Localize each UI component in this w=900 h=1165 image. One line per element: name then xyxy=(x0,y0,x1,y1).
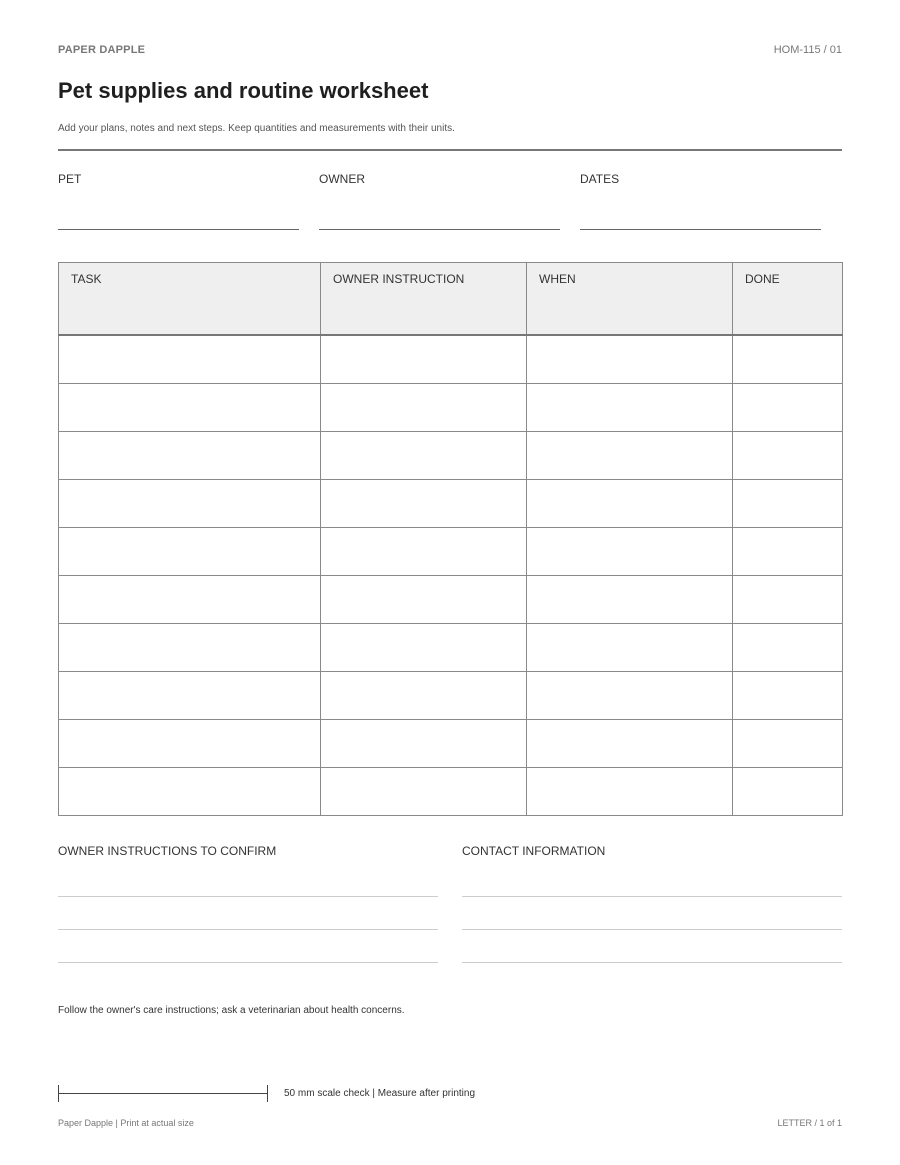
owner-instruction-cell[interactable] xyxy=(321,624,527,672)
document-reference: HOM-115 / 01 xyxy=(773,44,842,56)
column-header-when: WHEN xyxy=(527,263,733,336)
done-cell[interactable] xyxy=(733,384,843,432)
owner-instructions-line[interactable] xyxy=(58,962,438,963)
pet-write-line[interactable] xyxy=(58,229,299,230)
when-cell[interactable] xyxy=(527,384,733,432)
task-cell[interactable] xyxy=(59,624,321,672)
when-cell[interactable] xyxy=(527,335,733,384)
done-cell[interactable] xyxy=(733,768,843,816)
dates-write-line[interactable] xyxy=(580,229,821,230)
contact-information-line[interactable] xyxy=(462,962,842,963)
when-cell[interactable] xyxy=(527,624,733,672)
footer-right-text: LETTER / 1 of 1 xyxy=(777,1118,842,1128)
task-cell[interactable] xyxy=(59,335,321,384)
table-header-row xyxy=(59,263,843,336)
when-cell[interactable] xyxy=(527,480,733,528)
owner-instruction-cell[interactable] xyxy=(321,768,527,816)
table-row xyxy=(59,432,843,480)
task-table xyxy=(58,262,843,816)
column-header-task: TASK xyxy=(59,263,321,336)
table-row xyxy=(59,672,843,720)
when-cell[interactable] xyxy=(527,768,733,816)
scale-check-label: 50 mm scale check | Measure after printing xyxy=(284,1088,476,1099)
footer-left-text: Paper Dapple | Print at actual size xyxy=(58,1118,194,1128)
table-row xyxy=(59,768,843,816)
owner-instruction-cell[interactable] xyxy=(321,528,527,576)
table-row xyxy=(59,528,843,576)
done-cell[interactable] xyxy=(733,576,843,624)
task-cell[interactable] xyxy=(59,720,321,768)
contact-information-label: CONTACT INFORMATION xyxy=(462,844,606,858)
column-header-done: DONE xyxy=(733,263,843,336)
care-disclaimer: Follow the owner's care instructions; ask a veterinarian about health concerns. xyxy=(58,1005,405,1016)
dates-field-label: DATES xyxy=(580,172,620,186)
done-cell[interactable] xyxy=(733,335,843,384)
owner-instructions-label: OWNER INSTRUCTIONS TO CONFIRM xyxy=(58,844,277,858)
owner-instruction-cell[interactable] xyxy=(321,480,527,528)
contact-information-line[interactable] xyxy=(462,929,842,930)
owner-field-label: OWNER xyxy=(319,172,365,186)
task-cell[interactable] xyxy=(59,576,321,624)
owner-instruction-cell[interactable] xyxy=(321,672,527,720)
done-cell[interactable] xyxy=(733,624,843,672)
done-cell[interactable] xyxy=(733,720,843,768)
table-row xyxy=(59,384,843,432)
owner-instruction-cell[interactable] xyxy=(321,384,527,432)
task-cell[interactable] xyxy=(59,480,321,528)
task-cell[interactable] xyxy=(59,672,321,720)
when-cell[interactable] xyxy=(527,432,733,480)
done-cell[interactable] xyxy=(733,432,843,480)
task-cell[interactable] xyxy=(59,528,321,576)
page-subtitle: Add your plans, notes and next steps. Keep quantities and measurements with their units. xyxy=(58,123,455,134)
scale-bar-line xyxy=(58,1093,267,1094)
pet-field-label: PET xyxy=(58,172,82,186)
column-header-owner-instruction: OWNER INSTRUCTION xyxy=(321,263,527,336)
owner-instructions-line[interactable] xyxy=(58,896,438,897)
table-row xyxy=(59,720,843,768)
scale-bar-end-tick xyxy=(267,1085,268,1102)
dates-field[interactable] xyxy=(580,172,821,186)
owner-instruction-cell[interactable] xyxy=(321,432,527,480)
when-cell[interactable] xyxy=(527,528,733,576)
when-cell[interactable] xyxy=(527,720,733,768)
owner-write-line[interactable] xyxy=(319,229,560,230)
table-row xyxy=(59,480,843,528)
owner-instructions-line[interactable] xyxy=(58,929,438,930)
task-cell[interactable] xyxy=(59,768,321,816)
contact-information-line[interactable] xyxy=(462,896,842,897)
table-row xyxy=(59,335,843,384)
contact-information-section xyxy=(462,844,842,858)
done-cell[interactable] xyxy=(733,672,843,720)
page-title: Pet supplies and routine worksheet xyxy=(58,78,429,103)
scale-bar xyxy=(58,1085,268,1102)
brand-name: PAPER DAPPLE xyxy=(58,44,146,56)
table-row xyxy=(59,624,843,672)
owner-instruction-cell[interactable] xyxy=(321,720,527,768)
done-cell[interactable] xyxy=(733,480,843,528)
task-cell[interactable] xyxy=(59,384,321,432)
task-table-body xyxy=(59,335,843,816)
pet-field[interactable] xyxy=(58,172,299,186)
owner-instruction-cell[interactable] xyxy=(321,335,527,384)
task-cell[interactable] xyxy=(59,432,321,480)
owner-field[interactable] xyxy=(319,172,560,186)
table-row xyxy=(59,576,843,624)
owner-instruction-cell[interactable] xyxy=(321,576,527,624)
done-cell[interactable] xyxy=(733,528,843,576)
when-cell[interactable] xyxy=(527,576,733,624)
header-divider xyxy=(58,149,842,151)
when-cell[interactable] xyxy=(527,672,733,720)
owner-instructions-section xyxy=(58,844,438,858)
